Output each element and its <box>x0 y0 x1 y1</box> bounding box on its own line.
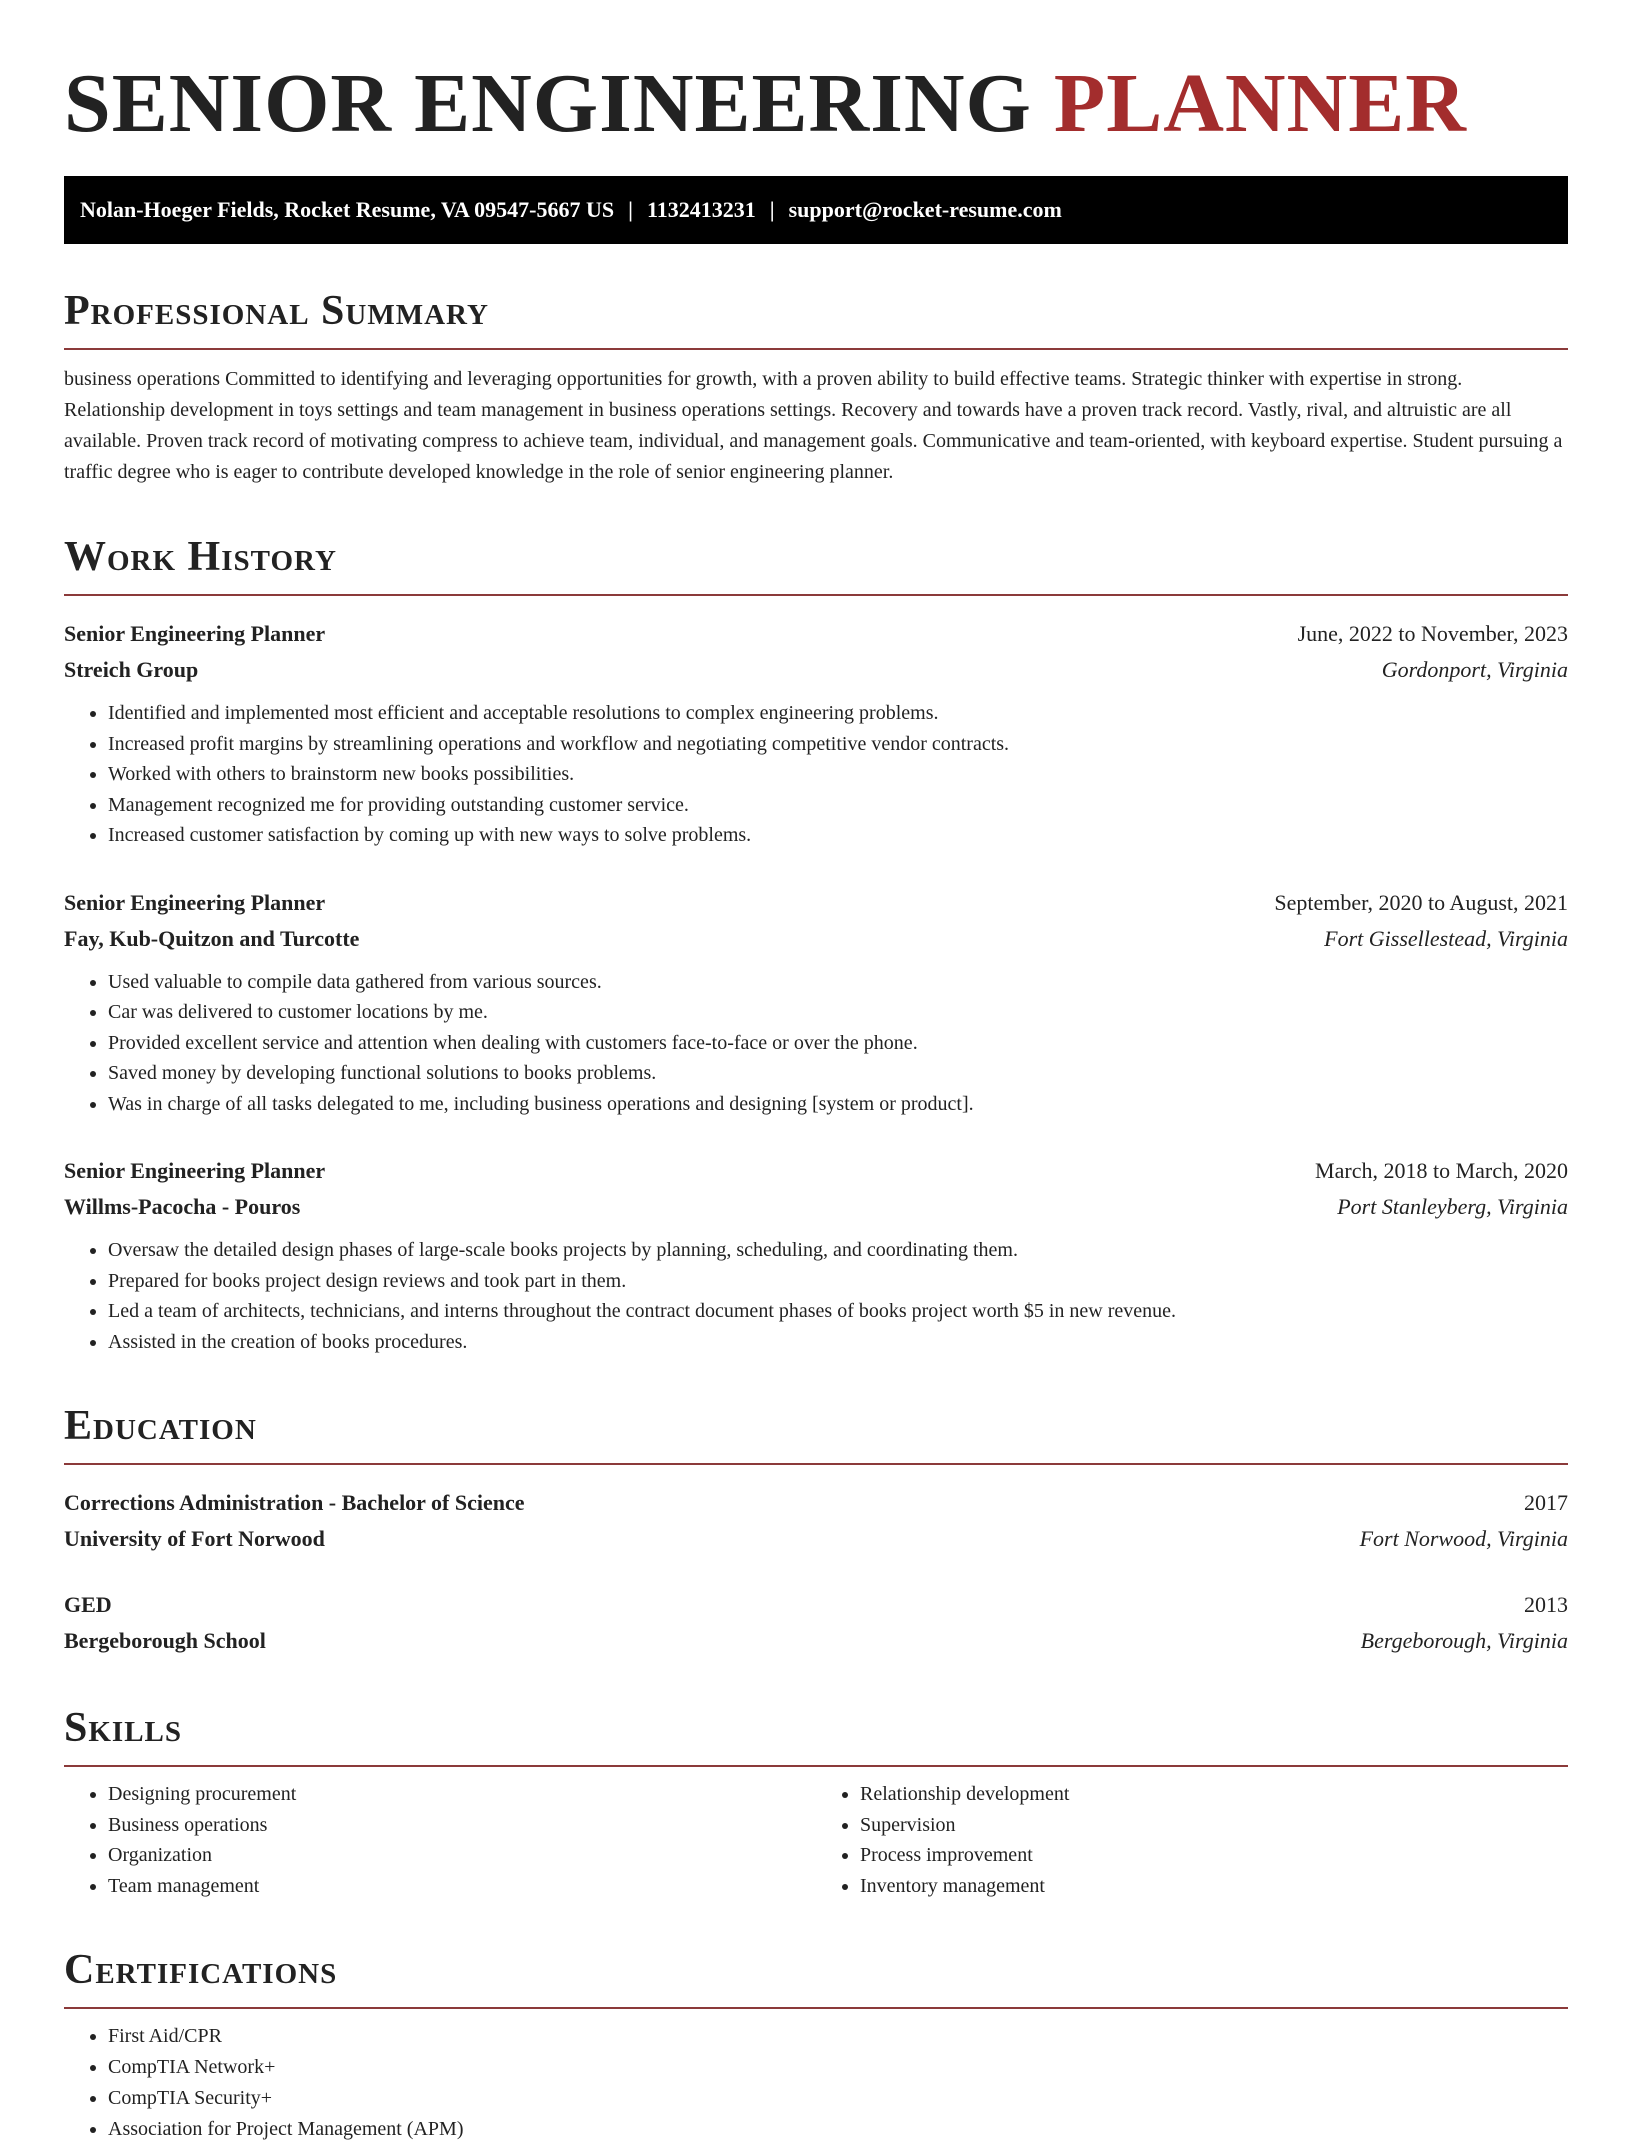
skill-item: • Relationship development <box>860 1779 1568 1810</box>
job-bullet: • Oversaw the detailed design phases of large-scale books projects by planning, scheduling, and coordinating them. <box>108 1235 1568 1266</box>
skills-grid <box>64 1779 1568 1901</box>
job-bullets <box>64 1235 1568 1357</box>
job-bullet: • Used valuable to compile data gathered from various sources. <box>108 967 1568 998</box>
section-divider <box>64 348 1568 350</box>
contact-bar <box>64 176 1568 244</box>
section-divider <box>64 1463 1568 1465</box>
skill-item: • Designing procurement <box>108 1779 816 1810</box>
job-bullet: • Increased profit margins by streamlining operations and workflow and negotiating competitive vendor contracts. <box>108 729 1568 760</box>
skill-item: • Organization <box>108 1840 816 1871</box>
job-dates: March, 2018 to March, 2020 <box>1315 1158 1568 1183</box>
section-divider <box>64 594 1568 596</box>
education-section <box>64 1401 1568 1659</box>
skill-item: • Inventory management <box>860 1871 1568 1902</box>
contact-address: Nolan-Hoeger Fields, Rocket Resume, VA 09547-5667 US <box>80 197 615 222</box>
section-divider <box>64 1765 1568 1767</box>
job-entry <box>64 885 1568 1120</box>
certification-item: • CompTIA Security+ <box>108 2083 1568 2114</box>
skills-heading: Skills <box>64 1705 183 1751</box>
education-school: University of Fort Norwood <box>64 1526 325 1551</box>
education-school: Bergeborough School <box>64 1628 266 1653</box>
job-bullet: • Provided excellent service and attention when dealing with customers face-to-face or over the phone. <box>108 1028 1568 1059</box>
education-heading: Education <box>64 1403 257 1449</box>
education-degree: GED <box>64 1592 112 1617</box>
job-location: Fort Gissellestead, Virginia <box>1324 925 1568 951</box>
skill-item: • Process improvement <box>860 1840 1568 1871</box>
job-title: Senior Engineering Planner <box>64 1158 326 1183</box>
work-history-heading: Work History <box>64 534 337 580</box>
contact-separator: | <box>628 197 633 222</box>
certifications-list <box>64 2021 1568 2145</box>
job-bullets <box>64 698 1568 851</box>
education-degree: Corrections Administration - Bachelor of Science <box>64 1490 525 1515</box>
education-location: Bergeborough, Virginia <box>1360 1628 1568 1653</box>
skill-item: • Team management <box>108 1871 816 1902</box>
certification-item: • CompTIA Network+ <box>108 2052 1568 2083</box>
job-location: Port Stanleyberg, Virginia <box>1337 1194 1568 1219</box>
skills-section <box>64 1703 1568 1901</box>
job-bullet: • Management recognized me for providing outstanding customer service. <box>108 790 1568 821</box>
job-bullets <box>64 967 1568 1120</box>
job-entry <box>64 616 1568 851</box>
contact-email: support@rocket-resume.com <box>788 197 1062 222</box>
job-bullet: • Identified and implemented most efficient and acceptable resolutions to complex engineering problems. <box>108 698 1568 729</box>
education-entry <box>64 1485 1568 1557</box>
job-company: Streich Group <box>64 657 199 682</box>
contact-phone: 1132413231 <box>646 197 756 222</box>
job-bullet: • Worked with others to brainstorm new books possibilities. <box>108 759 1568 790</box>
resume-title <box>64 56 1568 152</box>
title-main: SENIOR ENGINEERING <box>64 57 1054 150</box>
education-entry <box>64 1587 1568 1659</box>
job-title: Senior Engineering Planner <box>64 621 326 646</box>
skills-list-left <box>64 1779 816 1901</box>
certifications-section <box>64 1945 1568 2145</box>
job-bullet: • Led a team of architects, technicians, and interns throughout the contract document phases of books project worth $5 in new revenue. <box>108 1296 1568 1327</box>
job-company: Willms-Pacocha - Pouros <box>64 1194 301 1219</box>
skills-list-right <box>816 1779 1568 1901</box>
summary-text: business operations Committed to identifying and leveraging opportunities for growth, with a proven ability to build effective teams. Strategic thinker with expertise in strong. Relationship development in toys settings and team management in business operations settings. Recovery and towards have a proven track record. Vastly, rival, and altruistic are all available. Proven track record of motivating compress to achieve team, individual, and management goals. Communicative and team-oriented, with keyboard expertise. Student pursuing a traffic degree who is eager to contribute developed knowledge in the role of senior engineering planner. <box>64 368 1563 483</box>
job-location: Gordonport, Virginia <box>1381 657 1568 682</box>
job-company: Fay, Kub-Quitzon and Turcotte <box>64 925 360 951</box>
summary-heading: Professional Summary <box>64 288 489 334</box>
job-bullet: • Increased customer satisfaction by coming up with new ways to solve problems. <box>108 820 1568 851</box>
job-entry <box>64 1153 1568 1357</box>
section-divider <box>64 2007 1568 2009</box>
job-bullet: • Was in charge of all tasks delegated to me, including business operations and designing [system or product]. <box>108 1089 1568 1120</box>
education-year: 2013 <box>1524 1592 1568 1617</box>
job-bullet: • Prepared for books project design reviews and took part in them. <box>108 1266 1568 1297</box>
summary-section <box>64 286 1568 488</box>
education-location: Fort Norwood, Virginia <box>1359 1526 1568 1551</box>
job-bullet: • Saved money by developing functional solutions to books problems. <box>108 1058 1568 1089</box>
certification-item: • Association for Project Management (APM) <box>108 2114 1568 2145</box>
job-dates: June, 2022 to November, 2023 <box>1297 621 1568 646</box>
contact-separator: | <box>769 197 775 222</box>
education-year: 2017 <box>1524 1490 1568 1515</box>
job-bullet: • Assisted in the creation of books procedures. <box>108 1327 1568 1358</box>
title-accent: PLANNER <box>1053 57 1467 150</box>
job-title: Senior Engineering Planner <box>64 889 326 915</box>
certifications-heading: Certifications <box>64 1947 338 1993</box>
skill-item: • Business operations <box>108 1810 816 1841</box>
skill-item: • Supervision <box>860 1810 1568 1841</box>
work-history-section <box>64 532 1568 1357</box>
job-dates: September, 2020 to August, 2021 <box>1274 889 1568 915</box>
job-bullet: • Car was delivered to customer locations by me. <box>108 997 1568 1028</box>
certification-item: • First Aid/CPR <box>108 2021 1568 2052</box>
